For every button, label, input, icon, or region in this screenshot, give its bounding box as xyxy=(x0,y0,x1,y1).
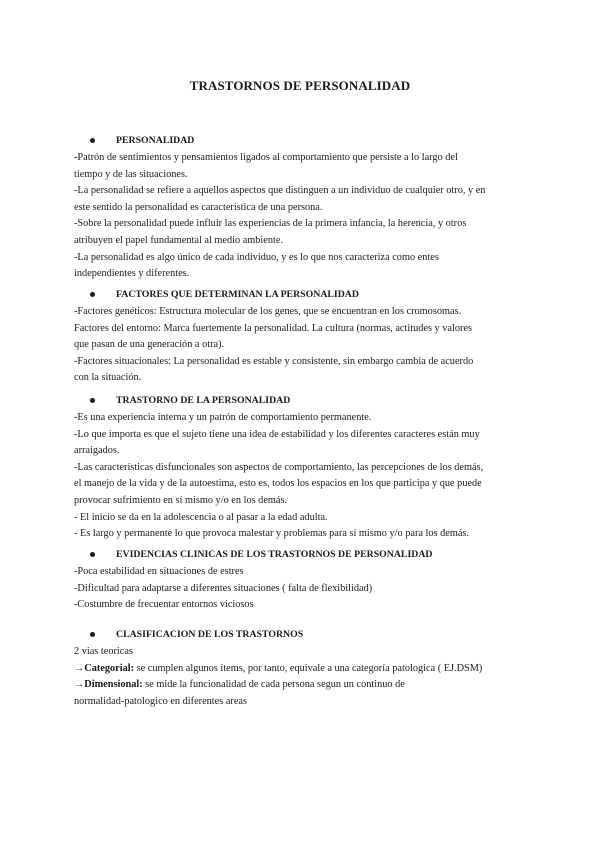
bullet-icon xyxy=(90,552,95,557)
text-line: -Lo que importa es que el sujeto tiene una idea de estabilidad y los diferentes caracteres están muy xyxy=(74,428,480,440)
text-line: -Factores genéticos: Estructura molecular de los genes, que se encuentran en los cromosomas. xyxy=(74,306,462,317)
text-line: -La personalidad es algo único de cada individuo, y es lo que nos caracteriza como entes xyxy=(74,251,439,263)
text-line: atribuyen el papel fundamental al medio ambiente. xyxy=(74,234,284,246)
section-heading: EVIDENCIAS CLINICAS DE LOS TRASTORNOS DE PERSONALIDAD xyxy=(74,546,534,563)
text-line: - Es largo y permanente lo que provoca malestar y problemas para sí mismo y/o para los demás. xyxy=(74,528,469,540)
text-line: que pasan de una generación a otra). xyxy=(74,339,225,351)
section-factores xyxy=(74,286,534,387)
text-line: con la situación. xyxy=(74,372,142,384)
bullet-icon xyxy=(90,632,95,637)
text-line: el manejo de la vida y de la autoestima, esto es, todos los espacios en los que participa y que puede xyxy=(74,478,482,490)
text-line: -Costumbre de frecuentar entornos viciosos xyxy=(74,599,254,611)
section-clasificacion xyxy=(74,626,534,710)
bullet-icon xyxy=(90,292,95,297)
text-line: -Poca estabilidad en situaciones de estres xyxy=(74,566,244,577)
categorial-line: →Categorial: se cumplen algunos ítems, por tanto, equivale a una categoría patologica ( EJ.DSM) xyxy=(74,662,483,674)
text-line: normalidad-patologico en diferentes areas xyxy=(74,695,247,707)
text-line: 2 vias teoricas xyxy=(74,646,133,657)
dimensional-label: →Dimensional: xyxy=(74,679,143,691)
text-line: independientes y diferentes. xyxy=(74,268,190,280)
section-personalidad xyxy=(74,132,534,283)
section-heading: CLASIFICACION DE LOS TRASTORNOS xyxy=(74,626,534,643)
section-heading: TRASTORNO DE LA PERSONALIDAD xyxy=(74,392,534,409)
bullet-icon xyxy=(90,398,95,403)
document-title: TRASTORNOS DE PERSONALIDAD xyxy=(189,78,411,93)
text-line: -Dificultad para adaptarse a diferentes situaciones ( falta de flexibilidad) xyxy=(74,582,373,594)
categorial-label: →Categorial: xyxy=(74,662,135,674)
text-line: Factores del entorno: Marca fuertemente la personalidad. La cultura (normas, actitudes y valores xyxy=(74,322,472,334)
text-line: -Sobre la personalidad puede influir las experiencias de la primera infancia, la herencia, y otros xyxy=(74,218,467,230)
text-line: este sentido la personalidad es característica de una persona. xyxy=(74,201,323,213)
text-line: arraigados. xyxy=(74,445,120,457)
text-line: -Patrón de sentimientos y pensamientos ligados al comportamiento que persiste a lo largo del xyxy=(74,152,458,163)
text-line: -Factores situacionales: La personalidad es estable y consistente, sin embargo cambia de acuerdo xyxy=(74,355,474,367)
text-line: -La personalidad se refiere a aquellos aspectos que distinguen a un individuo de cualquier otro, y en xyxy=(74,185,486,197)
section-trastorno xyxy=(74,392,534,543)
section-heading: PERSONALIDAD xyxy=(74,132,534,149)
text-line: tiempo y de las situaciones. xyxy=(74,168,188,180)
section-heading: FACTORES QUE DETERMINAN LA PERSONALIDAD xyxy=(74,286,534,303)
bullet-icon xyxy=(90,138,95,143)
text-line: provocar sufrimiento en sí mismo y/o en los demás. xyxy=(74,494,288,506)
text-line: -Es una experiencia interna y un patrón de comportamiento permanente. xyxy=(74,412,372,423)
text-line: - El inicio se da en la adolescencia o al pasar a la edad adulta. xyxy=(74,511,328,523)
dimensional-line: →Dimensional: se mide la funcionalidad de cada persona segun un continuo de xyxy=(74,679,405,691)
section-evidencias xyxy=(74,546,534,614)
text-line: -Las características disfuncionales son aspectos de comportamiento, las percepciones de los demás, xyxy=(74,461,484,473)
